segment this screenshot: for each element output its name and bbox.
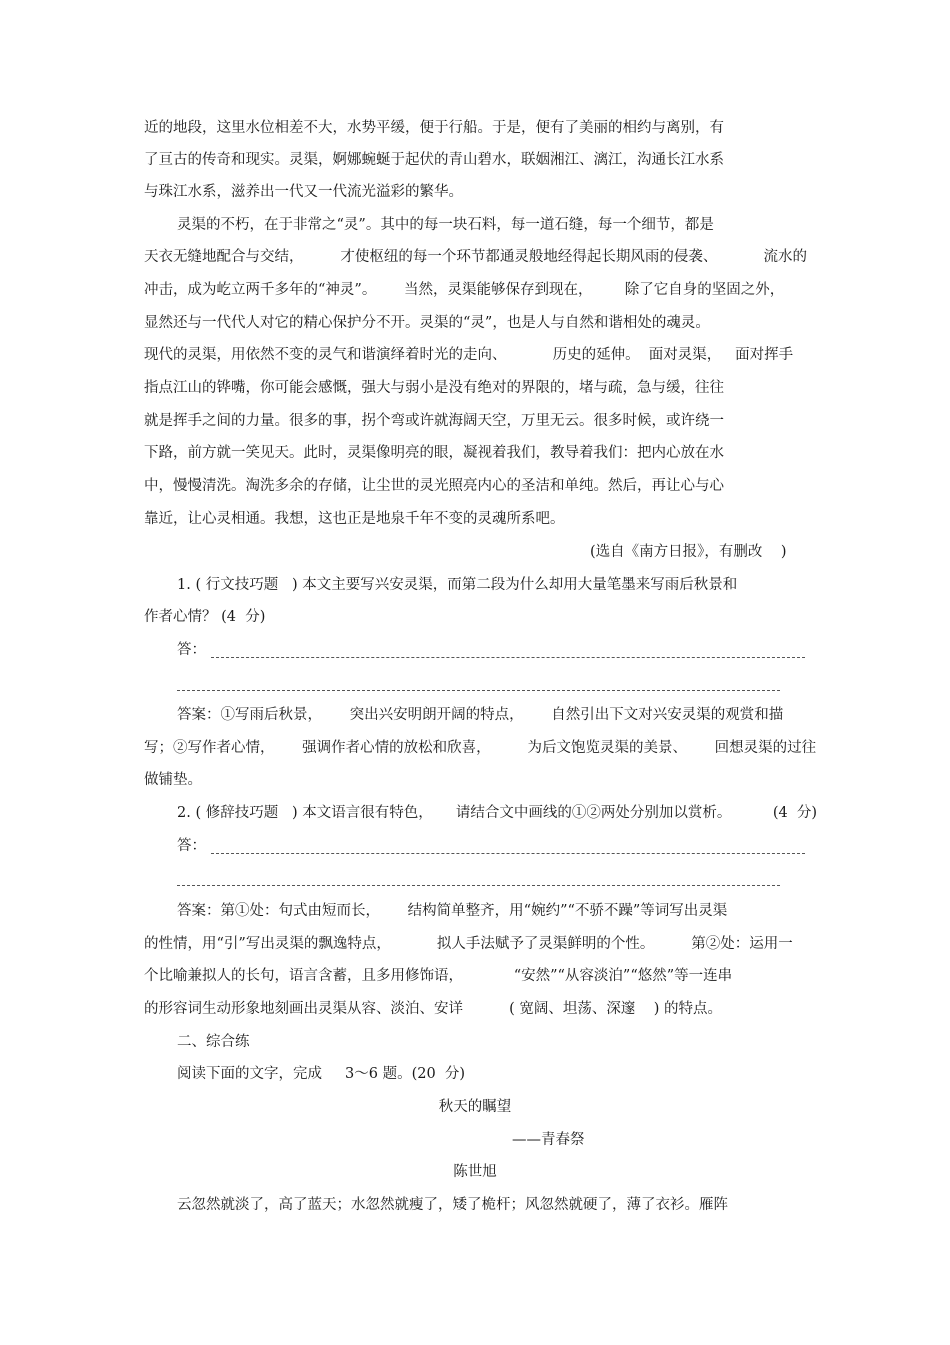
answer-blank-line (177, 885, 780, 886)
text-line: 与珠江水系，滋养出一代又一代流光溢彩的繁华。 (144, 184, 463, 200)
article-text-line: 云忽然就淡了，高了蓝天；水忽然就瘦了，矮了桅杆；风忽然就硬了，薄了衣衫。雁阵 (177, 1197, 728, 1213)
answer-key-text: 的性情，用“引”写出灵渠的飘逸特点， 拟人手法赋予了灵渠鲜明的个性。 第②处：运用一 (144, 936, 793, 952)
section-heading: 二、综合练 (177, 1034, 250, 1050)
question-text: 1. ( 行文技巧题 ) 本文主要写兴安灵渠，而第二段为什么却用大量笔墨来写雨后秋景和 (177, 577, 738, 593)
text-line: 近的地段，这里水位相差不大，水势平缓，便于行船。于是，便有了美丽的相约与离别，有 (144, 120, 724, 136)
answer-blank-line (177, 690, 780, 691)
answer-key-text: 的形容词生动形象地刻画出灵渠从容、淡泊、安详 ( 宽阔、坦荡、深邃 ) 的特点。 (144, 1001, 723, 1017)
text-line: 靠近，让心灵相通。我想，这也正是地泉千年不变的灵魂所系吧。 (144, 511, 565, 527)
answer-key-text: 答案：①写雨后秋景， 突出兴安明朗开阔的特点， 自然引出下文对兴安灵渠的观赏和描 (177, 707, 784, 723)
source-citation: (选自《南方日报》，有删改 ) (590, 544, 787, 560)
answer-blank-line (211, 853, 805, 854)
answer-label: 答： (177, 642, 206, 658)
answer-blank-line (211, 657, 805, 658)
text-line: 指点江山的铧嘴，你可能会感慨，强大与弱小是没有绝对的界限的，堵与疏，急与缓，往往 (144, 380, 724, 396)
text-line: 天衣无缝地配合与交结， 才使枢纽的每一个环节都通灵般地经得起长期风雨的侵袭、 流水的 (144, 249, 807, 265)
text-line: 了亘古的传奇和现实。灵渠，婀娜蜿蜒于起伏的青山碧水，联姻湘江、漓江，沟通长江水系 (144, 152, 724, 168)
text-line: 就是挥手之间的力量。很多的事，拐个弯或许就海阔天空，万里无云。很多时候，或许绕一 (144, 413, 724, 429)
section-instruction: 阅读下面的文字，完成 3～6 题。(20 分) (177, 1066, 466, 1082)
article-title: 秋天的瞩望 (438, 1099, 512, 1115)
question-text: 2. ( 修辞技巧题 ) 本文语言很有特色， 请结合文中画线的①②两处分别加以赏析。 (4 分) (177, 805, 818, 821)
article-subtitle: ——青春祭 (512, 1132, 585, 1148)
article-author: 陈世旭 (453, 1164, 497, 1180)
text-line: 显然还与一代代人对它的精心保护分不开。灵渠的“灵”，也是人与自然和谐相处的魂灵。 (144, 315, 710, 331)
text-line: 冲击，成为屹立两千多年的“神灵”。 当然，灵渠能够保存到现在， 除了它自身的坚固之外， (144, 282, 785, 298)
answer-key-text: 答案：第①处：句式由短而长， 结构简单整齐，用“婉约”“不骄不躁”等词写出灵渠 (177, 903, 728, 919)
answer-key-text: 个比喻兼拟人的长句，语言含蓄，且多用修饰语， “安然”“从容淡泊”“悠然”等一连串 (144, 968, 733, 984)
text-line: 中，慢慢清洗。淘洗多余的存储，让尘世的灵光照亮内心的圣洁和单纯。然后，再让心与心 (144, 478, 724, 494)
answer-label: 答： (177, 838, 206, 854)
answer-key-text: 做铺垫。 (144, 772, 202, 788)
question-text: 作者心情？ (4 分) (144, 609, 266, 625)
text-line: 下路，前方就一笑见天。此时，灵渠像明亮的眼，凝视着我们，教导着我们：把内心放在水 (144, 445, 724, 461)
answer-key-text: 写；②写作者心情， 强调作者心情的放松和欣喜， 为后文饱览灵渠的美景、 回想灵渠的过往 (144, 740, 817, 756)
text-line: 灵渠的不朽，在于非常之“灵”。其中的每一块石料，每一道石缝，每一个细节，都是 (177, 217, 714, 233)
text-line: 现代的灵渠，用依然不变的灵气和谐演绎着时光的走向、 历史的延伸。 面对灵渠， 面对挥手 (144, 347, 794, 363)
